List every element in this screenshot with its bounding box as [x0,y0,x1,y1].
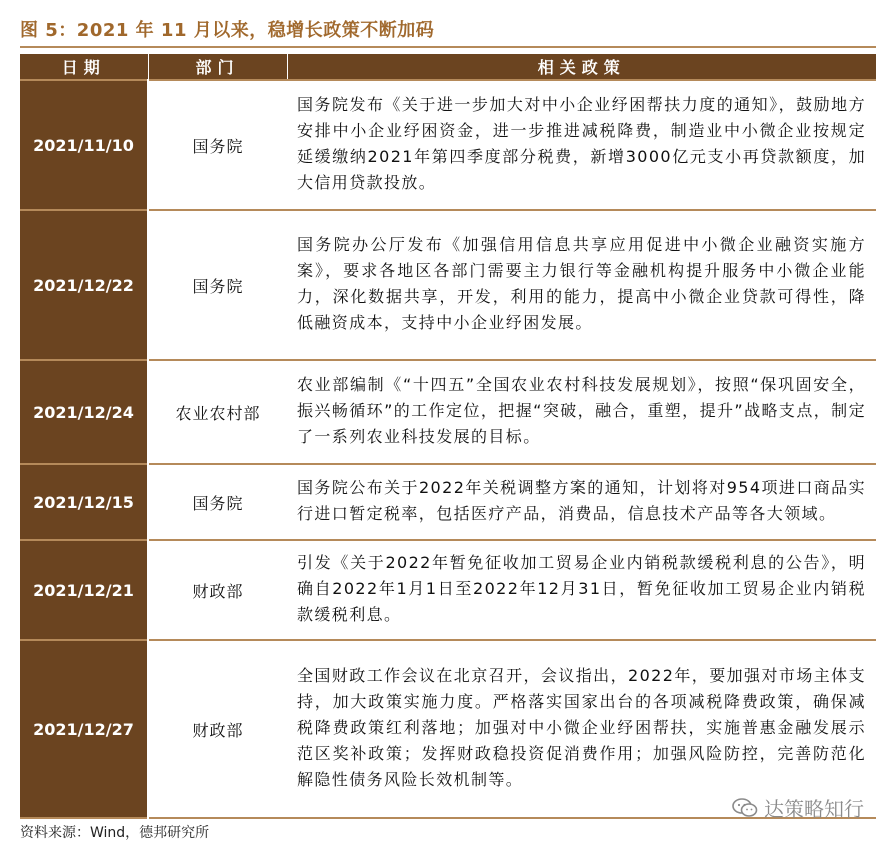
row-date: 2021/12/21 [20,540,148,640]
table-row [20,360,876,464]
table-row [20,210,876,360]
row-date: 2021/11/10 [20,80,148,210]
header-policy: 相关政策 [287,54,876,80]
figure-title: 图 5：2021 年 11 月以来，稳增长政策不断加码 [20,20,435,41]
row-policy: 国务院公布关于2022年关税调整方案的通知，计划将对954项进口商品实行进口暂定税率，包括医疗产品，消费品，信息技术产品等各大领域。 [297,478,866,523]
watermark [732,793,864,822]
row-policy: 引发《关于2022年暂免征收加工贸易企业内销税款缓税利息的公告》，明确自2022年1月1日至2022年12月31日，暂免征收加工贸易企业内销税款缓税利息。 [297,553,866,624]
row-date: 2021/12/15 [20,464,148,540]
row-policy: 国务院发布《关于进一步加大对中小企业纾困帮扶力度的通知》，鼓励地方安排中小企业纾困资金，进一步推进减税降费，制造业中小微企业按规定延缓缴纳2021年第四季度部分税费，新增3000亿元支小再贷款额度，加大信用贷款投放。 [297,95,866,192]
table-row [20,640,876,818]
watermark-text: 达策略知行 [764,797,864,821]
row-policy: 国务院办公厅发布《加强信用信息共享应用促进中小微企业融资实施方案》，要求各地区各部门需要主力银行等金融机构提升服务中小微企业能力，深化数据共享，开发，利用的能力，提高中小微企业贷款可得性，降低融资成本，支持中小企业纾困发展。 [297,235,866,332]
policy-table [20,54,876,819]
title-divider [20,46,876,48]
wechat-icon [732,798,758,818]
table-row [20,464,876,540]
row-dept: 国务院 [192,493,244,513]
row-date: 2021/12/22 [20,210,148,360]
row-dept: 财政部 [192,581,244,601]
source-note: 资料来源：Wind，德邦研究所 [20,825,210,841]
table-row [20,540,876,640]
row-dept: 国务院 [192,276,244,296]
row-date: 2021/12/27 [20,640,148,818]
row-policy: 农业部编制《“十四五”全国农业农村科技发展规划》，按照“保巩固安全，振兴畅循环”的工作定位，把握“突破，融合，重塑，提升”战略支点，制定了一系列农业科技发展的目标。 [297,375,866,446]
table-row [20,80,876,210]
row-date: 2021/12/24 [20,360,148,464]
row-policy: 全国财政工作会议在北京召开，会议指出，2022年，要加强对市场主体支持，加大政策实施力度。严格落实国家出台的各项减税降费政策，确保减税降费政策红利落地；加强对中小微企业纾困帮扶，实施普惠金融发展示范区奖补政策；发挥财政稳投资促消费作用；加强风险防控，完善防范化解隐性债务风险长效机制等。 [297,666,866,789]
header-date: 日期 [20,54,148,80]
row-dept: 农业农村部 [175,403,261,423]
row-dept: 财政部 [192,720,244,740]
row-dept: 国务院 [192,136,244,156]
table-header-row [20,54,876,80]
header-dept: 部门 [148,54,287,80]
